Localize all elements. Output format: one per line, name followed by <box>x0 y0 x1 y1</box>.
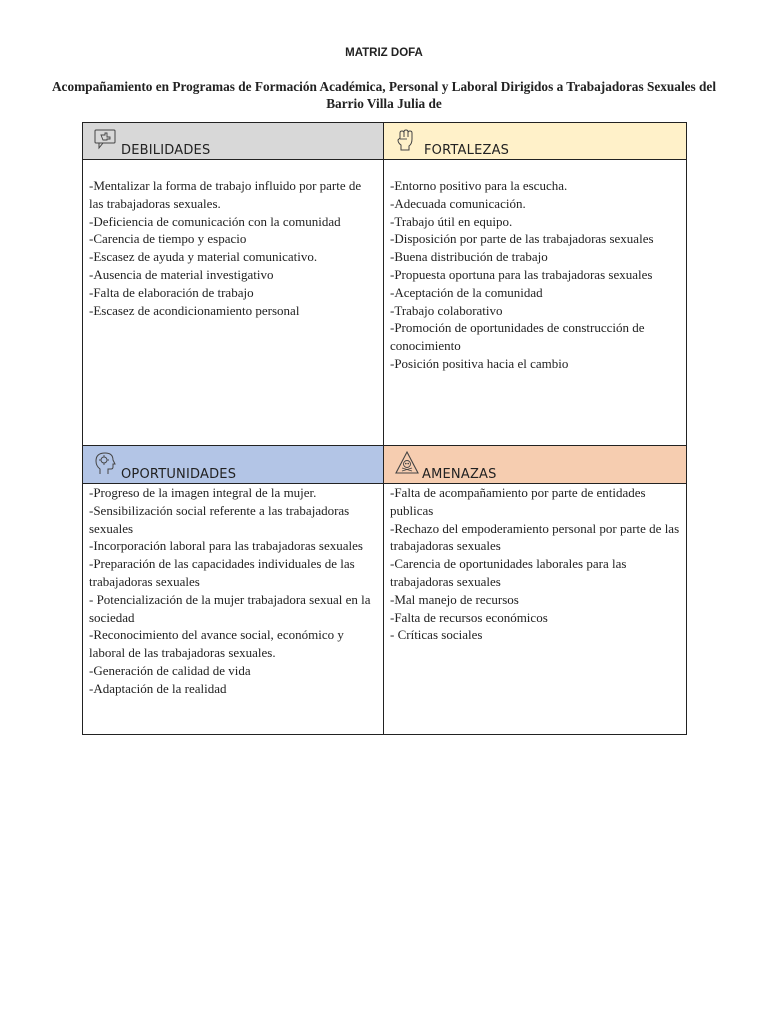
fortalezas-header <box>384 123 687 160</box>
list-item: -Trabajo colaborativo <box>390 302 503 318</box>
list-item: -Mal manejo de recursos <box>390 591 519 607</box>
head-idea-icon <box>93 450 119 476</box>
list-item: -Preparación de las capacidades individuales de las trabajadoras sexuales <box>89 556 355 589</box>
list-item: -Generación de calidad de vida <box>89 662 251 678</box>
list-item: -Rechazo del empoderamiento personal por parte de las trabajadoras sexuales <box>390 520 680 554</box>
oportunidades-header <box>83 446 384 484</box>
list-item: -Trabajo útil en equipo. <box>390 213 513 229</box>
dofa-matrix <box>82 122 687 735</box>
list-item: -Promoción de oportunidades de construcción de conocimiento <box>390 320 645 354</box>
list-item: -Escasez de acondicionamiento personal <box>89 302 300 318</box>
list-item: -Sensibilización social referente a las trabajadoras sexuales <box>89 502 350 536</box>
list-item: -Propuesta oportuna para las trabajadoras sexuales <box>390 266 653 282</box>
debilidades-header <box>83 123 384 160</box>
list-item: -Adaptación de la realidad <box>89 680 227 696</box>
list-item: -Deficiencia de comunicación con la comunidad <box>89 213 341 229</box>
debilidades-cell <box>83 160 384 446</box>
oportunidades-list <box>83 484 383 698</box>
list-item: -Entorno positivo para la escucha. <box>390 178 568 193</box>
hazard-skull-icon <box>394 450 420 476</box>
raised-fist-icon <box>394 127 420 153</box>
list-item: -Posición positiva hacia el cambio <box>390 355 569 371</box>
fortalezas-label: FORTALEZAS <box>424 143 510 158</box>
list-item: -Mentalizar la forma de trabajo influido por parte de las trabajadoras sexuales. <box>89 178 362 211</box>
document-subtitle: Acompañamiento en Programas de Formación Académica, Personal y Laboral Dirigidos a Trabajadoras Sexuales del Barrio Villa Julia de <box>51 79 717 111</box>
list-item: - Potencialización de la mujer trabajadora sexual en la sociedad <box>89 591 371 625</box>
document-title: MATRIZ DOFA <box>345 47 423 59</box>
list-item: - Críticas sociales <box>390 627 483 643</box>
amenazas-header <box>384 446 687 484</box>
list-item: -Progreso de la imagen integral de la mujer. <box>89 485 317 500</box>
list-item: -Falta de acompañamiento por parte de entidades publicas <box>390 485 646 518</box>
debilidades-label: DEBILIDADES <box>121 143 211 158</box>
list-item: -Adecuada comunicación. <box>390 195 526 211</box>
fortalezas-list <box>384 160 686 373</box>
list-item: -Escasez de ayuda y material comunicativo. <box>89 249 318 265</box>
list-item: -Falta de recursos económicos <box>390 609 548 625</box>
list-item: -Carencia de tiempo y espacio <box>89 231 247 247</box>
amenazas-label: AMENAZAS <box>422 467 497 482</box>
list-item: -Buena distribución de trabajo <box>390 249 548 265</box>
amenazas-cell <box>384 484 687 735</box>
fortalezas-cell <box>384 160 687 446</box>
debilidades-list <box>83 160 383 319</box>
amenazas-list <box>384 484 686 644</box>
list-item: -Aceptación de la comunidad <box>390 284 543 300</box>
oportunidades-label: OPORTUNIDADES <box>121 467 237 482</box>
list-item: -Disposición por parte de las trabajadoras sexuales <box>390 231 654 247</box>
thumbs-down-speech-icon <box>93 127 119 153</box>
oportunidades-cell <box>83 484 384 735</box>
list-item: -Carencia de oportunidades laborales para las trabajadoras sexuales <box>390 556 627 589</box>
list-item: -Incorporación laboral para las trabajadoras sexuales <box>89 538 363 554</box>
list-item: -Reconocimiento del avance social, económico y laboral de las trabajadoras sexuales. <box>89 627 344 661</box>
list-item: -Ausencia de material investigativo <box>89 266 274 282</box>
list-item: -Falta de elaboración de trabajo <box>89 284 254 300</box>
